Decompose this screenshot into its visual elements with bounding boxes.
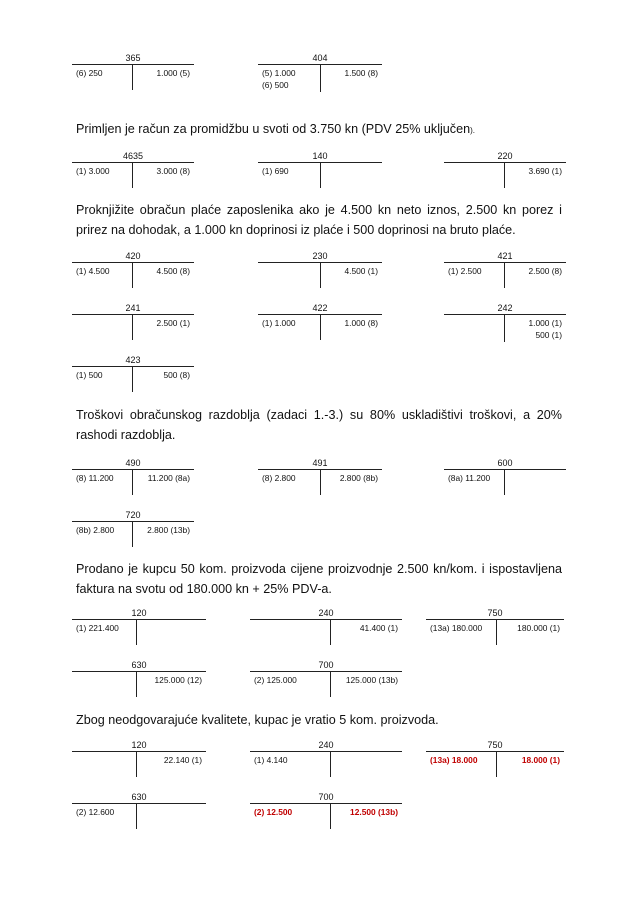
t-horizontal-rule <box>72 619 206 620</box>
task-text-promotion-main: Primljen je račun za promidžbu u svoti od 3.750 kn (PDV 25% uključen <box>76 122 471 136</box>
account-number: 140 <box>312 151 328 161</box>
account-number: 422 <box>312 303 328 313</box>
t-horizontal-rule <box>72 671 206 672</box>
account-number: 240 <box>318 740 334 750</box>
t-horizontal-rule <box>72 751 206 752</box>
account-number: 230 <box>312 251 328 261</box>
t-horizontal-rule <box>72 803 206 804</box>
t-vertical-rule <box>330 671 331 697</box>
t-horizontal-rule <box>72 521 194 522</box>
t-account-490 <box>72 458 194 488</box>
t-horizontal-rule <box>444 314 566 315</box>
t-account-750-return <box>426 740 564 770</box>
t-account-240-sale <box>250 608 402 638</box>
task-text-payroll: Proknjižite obračun plaće zaposlenika ako je 4.500 kn neto iznos, 2.500 kn porez i prirez na dohodak, a 1.000 kn doprinosi iz plaće i 500 doprinosi na bruto plaće. <box>76 203 562 237</box>
t-vertical-rule <box>136 751 137 777</box>
debit-entry: (6) 500 <box>262 80 289 90</box>
t-horizontal-rule <box>426 619 564 620</box>
t-vertical-rule <box>320 469 321 495</box>
account-number: 750 <box>487 608 503 618</box>
credit-entry: 18.000 (1) <box>521 755 560 765</box>
t-account-4635 <box>72 151 194 181</box>
t-vertical-rule <box>330 803 331 829</box>
debit-entry: (2) 12.500 <box>254 807 293 817</box>
debit-entry: (8) 11.200 <box>76 473 114 483</box>
debit-entry: (1) 1.000 <box>262 318 296 328</box>
t-horizontal-rule <box>72 469 194 470</box>
account-number: 242 <box>497 303 513 313</box>
t-account-491 <box>258 458 382 488</box>
t-horizontal-rule <box>444 162 566 163</box>
credit-entry: 1.000 (8) <box>344 318 378 328</box>
account-number: 423 <box>125 355 141 365</box>
account-number: 4635 <box>122 151 144 161</box>
credit-entry: 41.400 (1) <box>359 623 398 633</box>
debit-entry: (1) 500 <box>76 370 103 380</box>
credit-entry: 11.200 (8a) <box>147 473 190 483</box>
account-number: 750 <box>487 740 503 750</box>
credit-entry: 180.000 (1) <box>517 623 560 633</box>
t-account-120-sale <box>72 608 206 638</box>
debit-entry: (8) 2.800 <box>262 473 296 483</box>
account-number: 220 <box>497 151 513 161</box>
account-number: 491 <box>312 458 328 468</box>
t-account-422 <box>258 303 382 333</box>
t-horizontal-rule <box>250 671 402 672</box>
t-horizontal-rule <box>72 262 194 263</box>
t-account-230 <box>258 251 382 281</box>
debit-entry: (1) 690 <box>262 166 289 176</box>
account-number: 700 <box>318 792 334 802</box>
t-horizontal-rule <box>72 64 194 65</box>
t-vertical-rule <box>132 469 133 495</box>
account-number: 365 <box>125 53 141 63</box>
task-text-return: Zbog neodgovarajuće kvalitete, kupac je vratio 5 kom. proizvoda. <box>76 713 439 727</box>
debit-entry: (1) 4.140 <box>254 755 288 765</box>
t-vertical-rule <box>136 803 137 829</box>
credit-entry: 12.500 (13b) <box>350 807 398 817</box>
debit-entry: (5) 1.000 <box>262 68 296 78</box>
t-vertical-rule <box>320 262 321 288</box>
t-horizontal-rule <box>426 751 564 752</box>
t-account-241 <box>72 303 194 333</box>
t-vertical-rule <box>330 619 331 645</box>
account-number: 120 <box>131 740 147 750</box>
account-number: 240 <box>318 608 334 618</box>
t-vertical-rule <box>132 366 133 392</box>
t-vertical-rule <box>320 64 321 92</box>
debit-entry: (8b) 2.800 <box>76 525 115 535</box>
t-vertical-rule <box>132 521 133 547</box>
credit-entry: 1.000 (5) <box>156 68 190 78</box>
t-vertical-rule <box>504 162 505 188</box>
credit-entry: 125.000 (13b) <box>345 675 398 685</box>
debit-entry: (13a) 180.000 <box>430 623 483 633</box>
t-account-220 <box>444 151 566 181</box>
t-vertical-rule <box>504 469 505 495</box>
t-vertical-rule <box>320 162 321 188</box>
credit-entry: 2.500 (8) <box>528 266 562 276</box>
t-account-700-sale <box>250 660 402 690</box>
debit-entry: (1) 4.500 <box>76 266 110 276</box>
t-horizontal-rule <box>250 751 402 752</box>
debit-entry: (1) 221.400 <box>76 623 119 633</box>
t-vertical-rule <box>496 751 497 777</box>
t-account-421 <box>444 251 566 281</box>
credit-entry: 2.500 (1) <box>156 318 190 328</box>
task-text-promotion-tail: ). <box>470 126 475 135</box>
t-account-720 <box>72 510 194 540</box>
credit-entry: 4.500 (8) <box>156 266 190 276</box>
credit-entry: 500 (8) <box>163 370 190 380</box>
credit-entry: 125.000 (12) <box>154 675 202 685</box>
t-account-404 <box>258 53 382 95</box>
account-number: 420 <box>125 251 141 261</box>
account-number: 490 <box>125 458 141 468</box>
t-vertical-rule <box>132 64 133 90</box>
t-horizontal-rule <box>72 162 194 163</box>
t-horizontal-rule <box>444 469 566 470</box>
t-vertical-rule <box>132 162 133 188</box>
credit-entry: 2.800 (8b) <box>339 473 378 483</box>
credit-entry: 1.000 (1) <box>528 318 562 328</box>
t-account-700-return <box>250 792 402 822</box>
account-number: 630 <box>131 792 147 802</box>
t-account-365 <box>72 53 194 83</box>
account-number: 421 <box>497 251 513 261</box>
credit-entry: 22.140 (1) <box>163 755 202 765</box>
t-vertical-rule <box>132 314 133 340</box>
account-number: 600 <box>497 458 513 468</box>
task-text-sale: Prodano je kupcu 50 kom. proizvoda cijene proizvodnje 2.500 kn/kom. i ispostavljena faktura na svotu od 180.000 kn + 25% PDV-a. <box>76 562 562 596</box>
credit-entry: 500 (1) <box>535 330 562 340</box>
t-vertical-rule <box>504 262 505 288</box>
t-vertical-rule <box>330 751 331 777</box>
t-account-420 <box>72 251 194 281</box>
t-account-120-return <box>72 740 206 770</box>
credit-entry: 2.800 (13b) <box>147 525 190 535</box>
t-vertical-rule <box>136 671 137 697</box>
t-vertical-rule <box>496 619 497 645</box>
t-account-423 <box>72 355 194 385</box>
t-account-630-sale <box>72 660 206 690</box>
debit-entry: (2) 125.000 <box>254 675 297 685</box>
t-account-240-return <box>250 740 402 770</box>
t-horizontal-rule <box>72 314 194 315</box>
t-account-630-return <box>72 792 206 822</box>
debit-entry: (8a) 11.200 <box>448 473 491 483</box>
debit-entry: (13a) 18.000 <box>430 755 478 765</box>
credit-entry: 1.500 (8) <box>344 68 378 78</box>
account-number: 241 <box>125 303 141 313</box>
credit-entry: 3.690 (1) <box>528 166 562 176</box>
credit-entry: 4.500 (1) <box>344 266 378 276</box>
t-account-750-sale <box>426 608 564 638</box>
credit-entry: 3.000 (8) <box>156 166 190 176</box>
t-account-600 <box>444 458 566 488</box>
account-number: 720 <box>125 510 141 520</box>
t-vertical-rule <box>136 619 137 645</box>
task-text-period-costs: Troškovi obračunskog razdoblja (zadaci 1.-3.) su 80% uskladištivi troškovi, a 20% rashodi razdoblja. <box>76 408 562 442</box>
t-horizontal-rule <box>72 366 194 367</box>
t-horizontal-rule <box>250 803 402 804</box>
account-number: 404 <box>312 53 328 63</box>
t-vertical-rule <box>132 262 133 288</box>
t-vertical-rule <box>504 314 505 342</box>
debit-entry: (6) 250 <box>76 68 103 78</box>
account-number: 700 <box>318 660 334 670</box>
debit-entry: (2) 12.600 <box>76 807 115 817</box>
debit-entry: (1) 2.500 <box>448 266 482 276</box>
t-account-140 <box>258 151 382 181</box>
t-account-242 <box>444 303 566 345</box>
debit-entry: (1) 3.000 <box>76 166 110 176</box>
account-number: 120 <box>131 608 147 618</box>
t-horizontal-rule <box>444 262 566 263</box>
t-vertical-rule <box>320 314 321 340</box>
t-horizontal-rule <box>250 619 402 620</box>
account-number: 630 <box>131 660 147 670</box>
task-text-promotion-invoice <box>76 119 562 141</box>
